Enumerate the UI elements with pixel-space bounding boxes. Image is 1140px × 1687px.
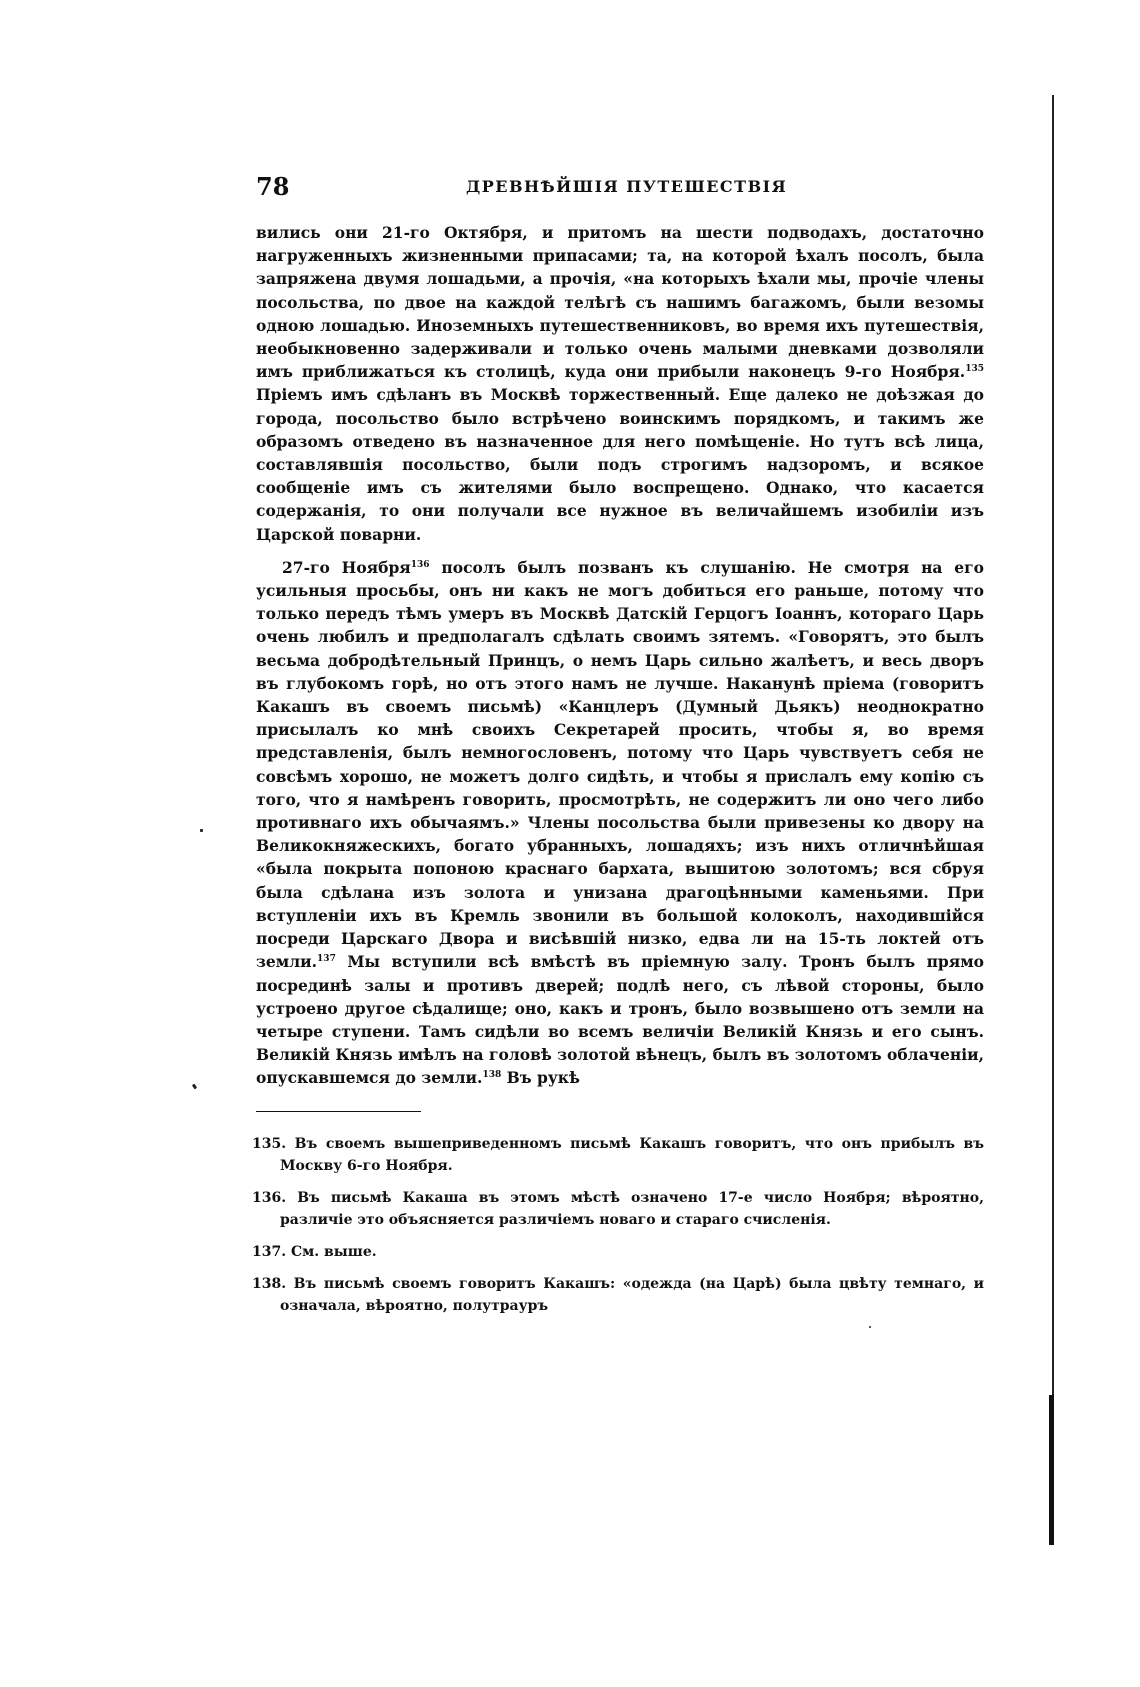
paragraph-2-start: 27-го Ноября [282, 557, 411, 577]
paragraph-2 [256, 556, 984, 1090]
page-header [256, 172, 978, 204]
paragraph-2-middle-2: Мы вступили всѣ вмѣстѣ въ пріемную залу. Тронъ былъ прямо посрединѣ залы и противъ дверей; подлѣ него, съ лѣвой стороны, было устроено другое сѣдалище; оно, какъ и тронъ, было возвышено отъ земли на четыре ступени. Тамъ сидѣли во всемъ величіи Великій Князь и его сынъ. Великій Князь имѣлъ на головѣ золотой вѣнецъ, былъ въ золотомъ облаченіи, опускавшемся до земли. [256, 952, 984, 1088]
page-number: 78 [256, 172, 290, 201]
footnote-138: 138. Въ письмѣ своемъ говоритъ Какашъ: «одежда (на Царѣ) была цвѣту темнаго, и означала, вѣроятно, полутрауръ [252, 1276, 984, 1314]
footnote-135: 135. Въ своемъ вышеприведенномъ письмѣ Какашъ говоритъ, что онъ прибылъ въ Москву 6-го Ноября. [252, 1136, 984, 1174]
paragraph-2-end: Въ рукѣ [501, 1068, 580, 1088]
page-edge-shadow [1049, 1395, 1054, 1545]
footnote-137: 137. См. выше. [252, 1244, 377, 1260]
body-text [256, 221, 984, 1090]
footnote-136: 136. Въ письмѣ Какаша въ этомъ мѣстѣ означено 17-е число Ноября; вѣроятно, различіе это объясняется различіемъ новаго и стараго счисленія. [252, 1190, 984, 1228]
footnotes [252, 1133, 984, 1327]
scan-speck [200, 829, 203, 832]
paragraph-1-text: вились они 21-го Октября, и притомъ на шести подводахъ, достаточно нагруженныхъ жизненными припасами; та, на которой ѣхалъ посолъ, была запряжена двумя лошадьми, а прочія, «на которыхъ ѣхали мы, прочіе члены посольства, по двое на каждой телѣгѣ съ нашимъ багажомъ, были везомы одною лошадью. Иноземныхъ путешественниковъ, во время ихъ путешествія, необыкновенно задерживали и только очень малыми дневками дозволяли имъ приближаться къ столицѣ, куда они прибыли наконецъ 9-го Ноября. [256, 223, 984, 382]
paragraph-1-continued: Пріемъ имъ сдѣланъ въ Москвѣ торжественный. Еще далеко не доѣзжая до города, посольство было встрѣчено воинскимъ порядкомъ, и такимъ же образомъ отведено въ назначенное для него помѣщеніе. Но тутъ всѣ лица, составлявшія посольство, были подъ строгимъ надзоромъ, и всякое сообщеніе имъ съ жителями было воспрещено. Однако, что касается содержанія, то они получали все нужное въ величайшемъ изобиліи изъ Царской поварни. [256, 385, 984, 544]
footnote-separator [256, 1111, 421, 1112]
footnote-ref-138: 138 [482, 1070, 502, 1081]
footnote-ref-135: 135 [965, 364, 984, 375]
paragraph-2-middle: посолъ былъ позванъ къ слушанію. Не смотря на его усильныя просьбы, онъ ни какъ не могъ добиться его раньше, потому что только передъ тѣмъ умеръ въ Москвѣ Датскій Герцогъ Іоаннъ, котораго Царь очень любилъ и предполагалъ сдѣлать своимъ зятемъ. «Говорятъ, это былъ весьма добродѣтельный Принцъ, о немъ Царь сильно жалѣетъ, и весь дворъ въ глубокомъ горѣ, но отъ этого намъ не лучше. Наканунѣ пріема (говоритъ Какашъ въ своемъ письмѣ) «Канцлеръ (Думный Дьякъ) неоднократно присылалъ ко мнѣ своихъ Секретарей просить, чтобы я, во время представленія, былъ немногословенъ, потому что Царь чувствуетъ себя не совсѣмъ хорошо, не можетъ долго сидѣть, и чтобы я прислалъ ему копію съ того, что я намѣренъ говорить, просмотрѣть, не содержитъ ли оно чего либо противнаго ихъ обычаямъ.» Члены посольства были привезены ко двору на Великокняжескихъ, богато убранныхъ, лошадяхъ; изъ нихъ отличнѣйшая «была покрыта попоною краснаго бархата, вышитою золотомъ; вся сбруя была сдѣлана изъ золота и унизана драгоцѣнными каменьями. При вступленіи ихъ въ Кремль звонили въ большой колоколъ, находившійся посреди Царскаго Двора и висѣвшій низко, едва ли на 15-ть локтей отъ земли. [256, 557, 984, 972]
footnote-ref-137: 137 [317, 954, 336, 965]
page-edge-line [1052, 95, 1054, 1545]
running-title: ДРЕВНѢЙШІЯ ПУТЕШЕСТВІЯ [466, 177, 788, 196]
footnote-ref-136: 136 [410, 559, 430, 570]
scan-speck [869, 1326, 871, 1328]
paragraph-1 [256, 221, 984, 546]
scan-speck [192, 1084, 197, 1090]
